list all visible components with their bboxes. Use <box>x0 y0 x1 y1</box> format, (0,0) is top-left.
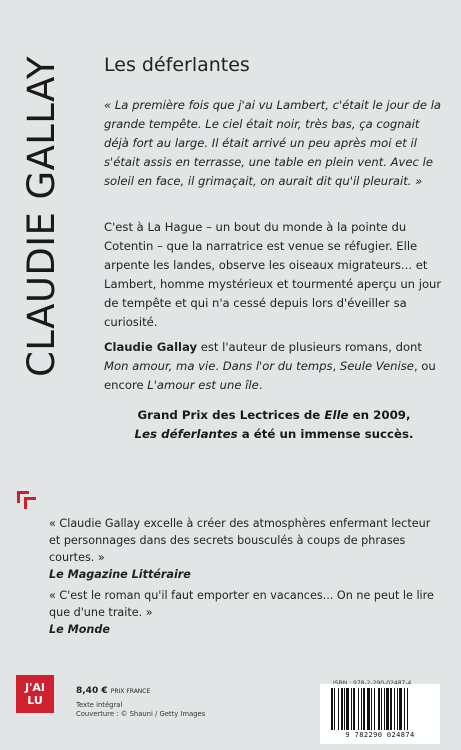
barcode-bar <box>351 688 352 730</box>
prize-text: a été un immense succès. <box>237 427 414 441</box>
review-text: « C'est le roman qu'il faut emporter en vacances... On ne peut le lire que d'une traite. » <box>49 589 434 619</box>
bio-text: . <box>258 378 263 392</box>
bio-text: , <box>332 359 340 373</box>
barcode-bar <box>404 688 405 730</box>
barcode-digits: 9 782290 024874 <box>345 731 415 739</box>
barcode-bar <box>346 688 349 730</box>
bio-work: L'amour est une île <box>147 378 259 392</box>
author-name-vertical: CLAUDIE GALLAY <box>20 56 63 377</box>
barcode-bar <box>353 688 355 730</box>
barcode-bar <box>361 688 362 730</box>
barcode-bar <box>334 688 335 730</box>
price-suffix: PRIX FRANCE <box>110 688 151 695</box>
barcode-bars <box>331 688 429 730</box>
bio-text: , ou encore <box>104 359 436 392</box>
prize-text: en 2009, <box>348 408 411 422</box>
prize-book-title: Les déferlantes <box>134 427 238 441</box>
barcode-bar <box>344 688 345 730</box>
barcode-bar <box>363 688 365 730</box>
barcode-bar <box>390 688 392 730</box>
barcode-bar <box>397 688 398 730</box>
review-text: « Claudie Gallay excelle à créer des atmosphères enfermant lecteur et personnages dans des secrets bousculés à coups de phrases courtes. » <box>49 517 431 564</box>
barcode-bar <box>407 688 408 730</box>
review-quote <box>49 515 439 583</box>
price <box>76 686 150 696</box>
barcode-bar <box>367 688 370 730</box>
barcode-bar <box>394 688 395 730</box>
fine-print-line: Texte intégral <box>76 701 123 709</box>
book-summary: C'est à La Hague – un bout du monde à la pointe du Cotentin – que la narratrice est venue se réfugier. Elle arpente les landes, observe les oiseaux migrateurs... et Lambert, homme mystérieux et tourmenté aperçu un jour de tempête et qui n'a cessé depuis lors d'éveiller sa curiosité. <box>104 220 442 329</box>
excerpt-quote: « La première fois que j'ai vu Lambert, c'était le jour de la grande tempête. Le ciel était noir, très bas, ça cognait déjà fort au large. Il était arrivé un peu après moi et il s'était assis en terrasse, une table en plein vent. Avec le soleil en face, il grimaçait, on aurait dit qu'il pleurait. » <box>104 98 442 188</box>
bio-work: Mon amour, ma vie <box>104 359 216 373</box>
publisher-logo <box>16 675 54 713</box>
bio-author-name: Claudie Gallay <box>104 340 198 354</box>
logo-line: J'AI <box>24 681 46 694</box>
prize-magazine: Elle <box>324 408 349 422</box>
review-source: Le Magazine Littéraire <box>49 568 191 581</box>
review-quote <box>49 587 439 638</box>
prize-text: Grand Prix des Lectrices de <box>137 408 325 422</box>
logo-line: LU <box>27 694 43 707</box>
bio-work: Dans l'or du temps <box>222 359 333 373</box>
barcode-bar <box>374 688 375 730</box>
bio-text: est l'auteur de plusieurs romans, dont <box>197 340 422 354</box>
barcode-bar <box>341 688 343 730</box>
bio-work: Seule Venise <box>339 359 414 373</box>
barcode <box>320 684 440 744</box>
barcode-bar <box>399 688 402 730</box>
barcode-bar <box>371 688 372 730</box>
barcode-bar <box>381 688 382 730</box>
book-title: Les déferlantes <box>104 54 250 76</box>
review-source: Le Monde <box>49 623 110 636</box>
fine-print <box>76 701 205 719</box>
price-amount: 8,40 € <box>76 686 108 696</box>
bio-text: . <box>215 359 223 373</box>
prize-statement <box>104 406 444 444</box>
quote-mark-icon <box>15 487 41 513</box>
barcode-bar <box>386 688 389 730</box>
barcode-bar <box>358 688 359 730</box>
barcode-bar <box>331 688 333 730</box>
barcode-bar <box>338 688 339 730</box>
barcode-bar <box>384 688 385 730</box>
fine-print-line: Couverture : © Shauni / Getty Images <box>76 710 206 718</box>
barcode-bar <box>378 688 380 730</box>
author-bio <box>104 338 444 395</box>
